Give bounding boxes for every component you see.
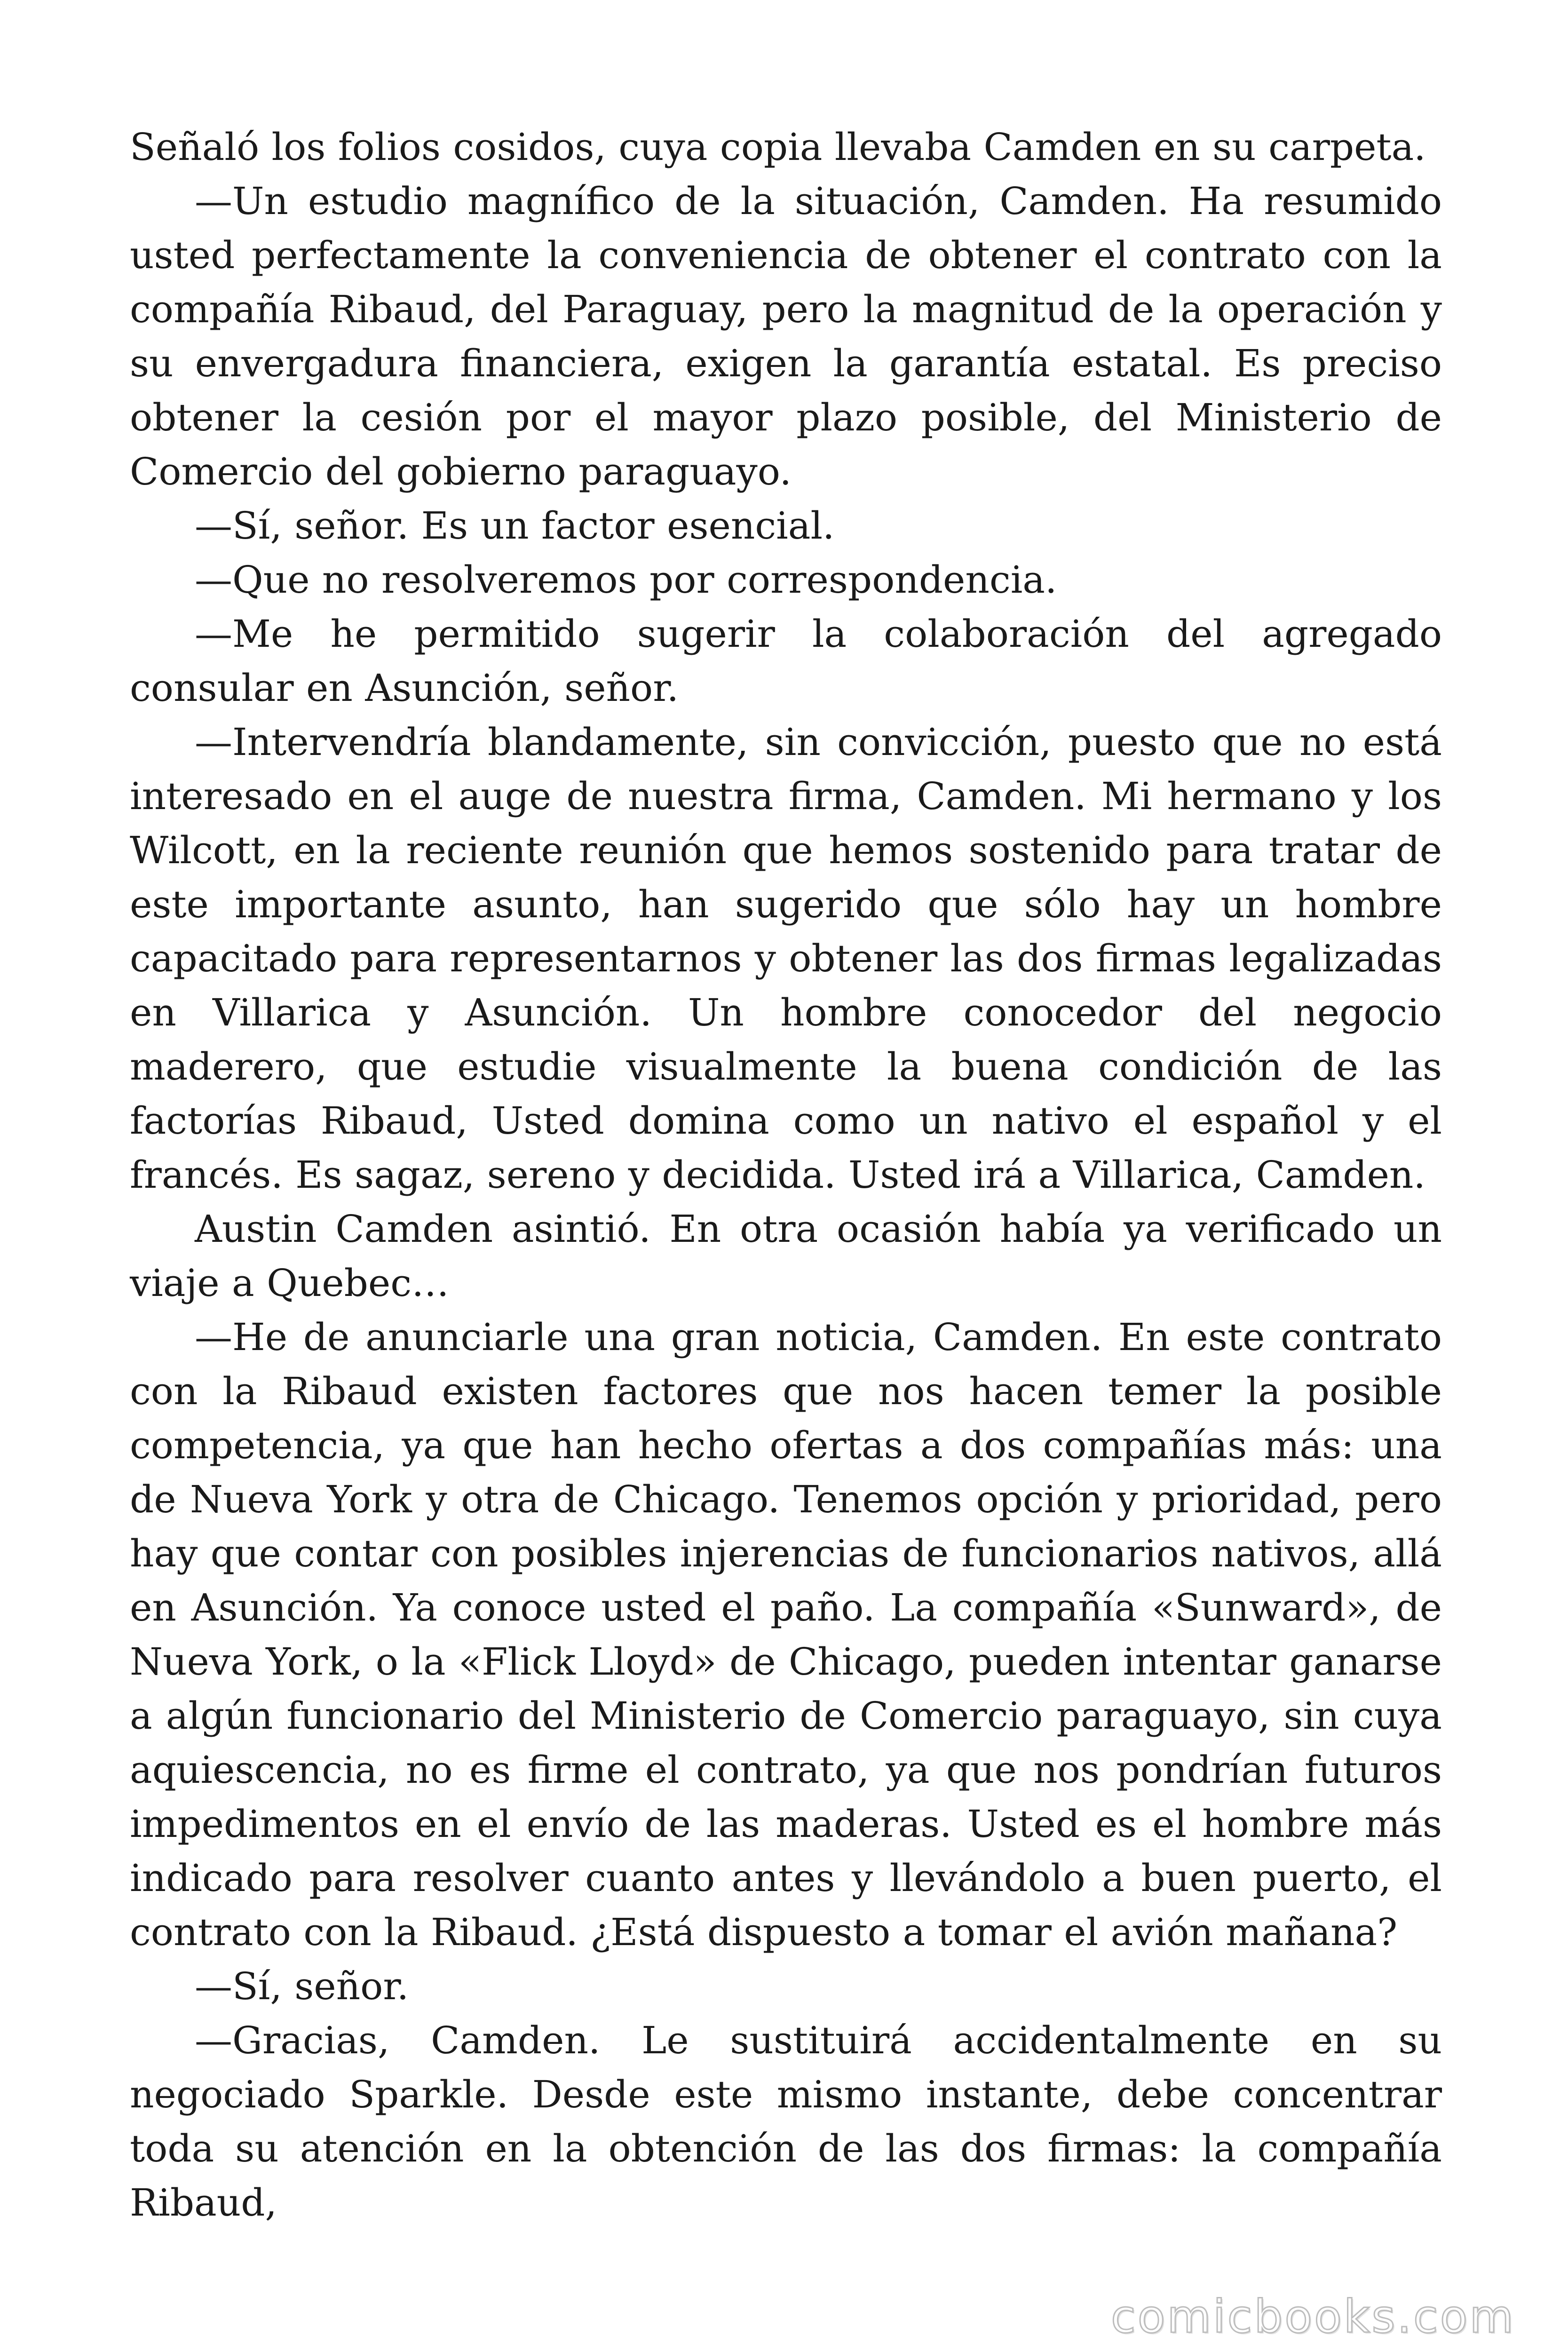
paragraph: —He de anunciarle una gran noticia, Camden. En este contrato con la Ribaud existen factores que nos hacen temer la posible competencia, ya que han hecho ofertas a dos compañías más: una de Nueva York y otra de Chicago. Tenemos opción y prioridad, pero hay que contar con posibles injerencias de funcionarios nativos, allá en Asunción. Ya conoce usted el paño. La compañía «Sunward», de Nueva York, o la «Flick Lloyd» de Chicago, pueden intentar ganarse a algún funcionario del Ministerio de Comercio paraguayo, sin cuya aquiescencia, no es firme el contrato, ya que nos pondrían futuros impedimentos en el envío de las maderas. Usted es el hombre más indicado para resolver cuanto antes y llevándolo a buen puerto, el contrato con la Ribaud. ¿Está dispuesto a tomar el avión mañana?	[130, 1315, 1442, 1954]
paragraph: —Me he permitido sugerir la colaboración del agregado consular en Asunción, señor.	[130, 612, 1442, 710]
paragraph: —Sí, señor. Es un factor esencial.	[195, 504, 835, 548]
paragraph: —Que no resolveremos por correspondencia.	[195, 558, 1057, 602]
paragraph: Señaló los folios cosidos, cuya copia llevaba Camden en su carpeta.	[130, 125, 1426, 169]
paragraph: —Intervendría blandamente, sin convicción, puesto que no está interesado en el auge de nuestra firma, Camden. Mi hermano y los Wilcott, en la reciente reunión que hemos sostenido para tratar de este importante asunto, han sugerido que sólo hay un hombre capacitado para representarnos y obtener las dos firmas legalizadas en Villarica y Asunción. Un hombre conocedor del negocio maderero, que estudie visualmente la buena condición de las factorías Ribaud, Usted domina como un nativo el español y el francés. Es sagaz, sereno y decidida. Usted irá a Villarica, Camden.	[130, 720, 1442, 1197]
paragraph: —Un estudio magnífico de la situación, Camden. Ha resumido usted perfectamente la conveniencia de obtener el contrato con la compañía Ribaud, del Paraguay, pero la magnitud de la operación y su envergadura financiera, exigen la garantía estatal. Es preciso obtener la cesión por el mayor plazo posible, del Ministerio de Comercio del gobierno paraguayo.	[130, 179, 1442, 493]
paragraph: —Sí, señor.	[195, 1964, 409, 2008]
paragraph: —Gracias, Camden. Le sustituirá accidentalmente en su negociado Sparkle. Desde este mismo instante, debe concentrar toda su atención en la obtención de las dos firmas: la compañía Ribaud,	[130, 2018, 1442, 2225]
page-body	[130, 120, 1442, 2230]
paragraph: Austin Camden asintió. En otra ocasión había ya verificado un viaje a Quebec…	[130, 1207, 1442, 1305]
watermark: comicbooks.com	[1110, 2290, 1515, 2343]
